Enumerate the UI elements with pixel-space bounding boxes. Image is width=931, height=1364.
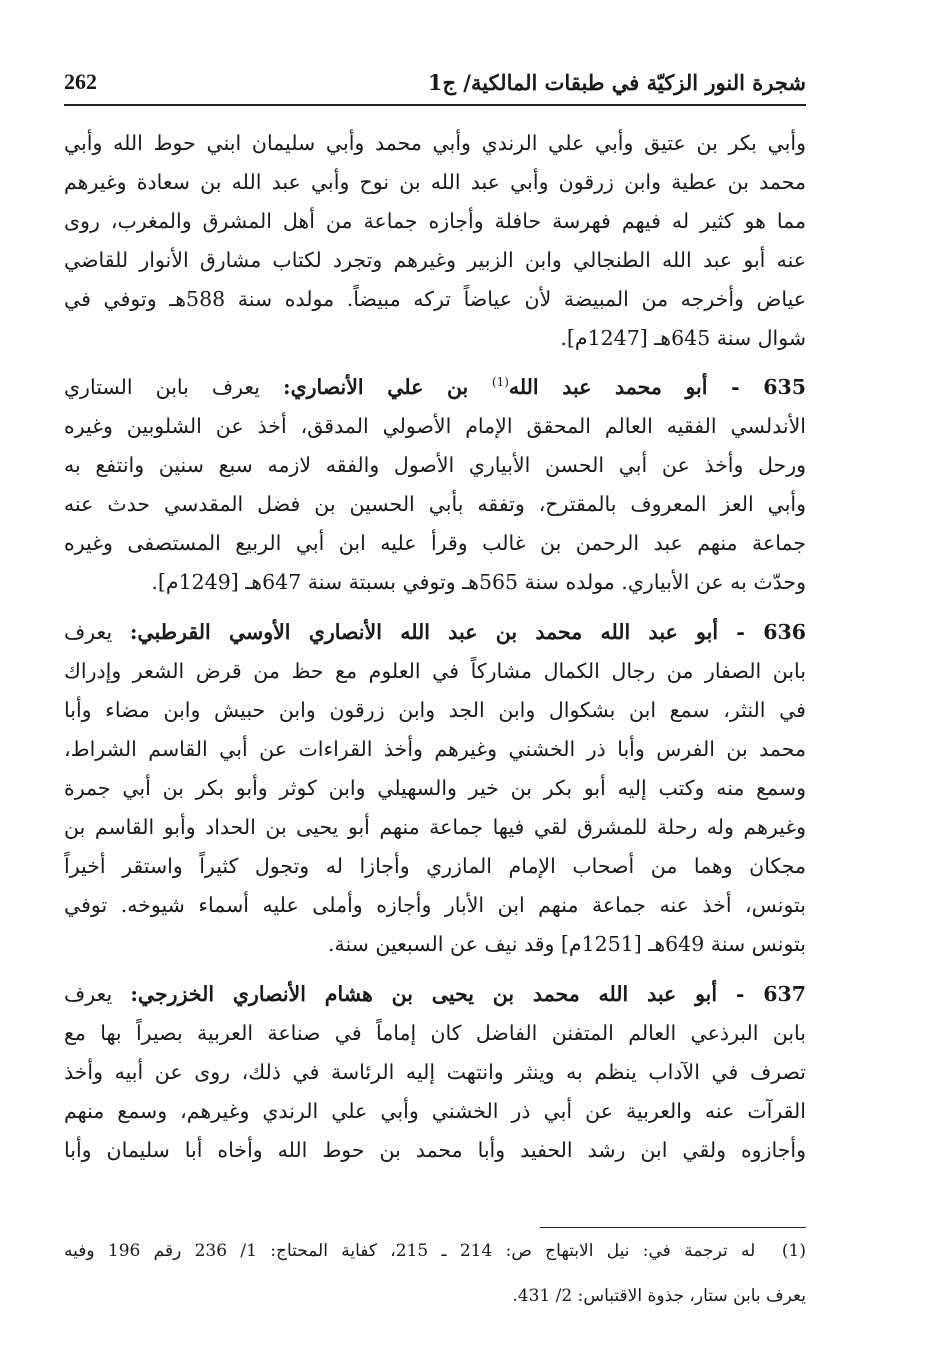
text-line: وأبي العز المعروف بالمقترح، وتفقه بأبي الحسين بن فضل المقدسي حدث عنه: [64, 492, 806, 516]
text-line: جماعة منهم عبد الرحمن بن غالب وقرأ عليه ابن أبي الربيع المستصفى وغيره: [64, 531, 806, 555]
entry-heading-tail: يعرف: [64, 982, 131, 1006]
text-line: وأبي بكر بن عتيق وأبي علي الرندي وأبي محمد وأبي سليمان ابني حوط الله وأبي: [64, 131, 806, 155]
entry-heading-tail: يعرف: [64, 620, 130, 644]
header-rule: [64, 104, 806, 106]
entry-heading-tail: يعرف بابن الستاري: [64, 375, 283, 399]
text-line: ورحل وأخذ عن أبي الحسن الأبياري الأصول والفقه لازمه سبع سنين وانتفع به: [64, 453, 806, 477]
text-line: محمد بن الفرس وأبا ذر الخشني وغيرهم وأخذ القراءات عن أبي القاسم الشراط،: [64, 737, 806, 761]
text-line: مما هو كثير له فيهم فهرسة حافلة وأجازه جماعة من أهل المشرق والمغرب، روى: [64, 209, 806, 233]
text-line: في النثر، سمع ابن بشكوال وابن الجد وابن زرقون وابن حبيش وابن مضاء وأبا: [64, 698, 806, 722]
text-line: بتونس، أخذ عنه جماعة منهم ابن الأبار وأجازه وأملى عليه أسماء شيوخه. توفي: [64, 893, 806, 917]
running-title: شجرة النور الزكيّة في طبقات المالكية/ ج1: [427, 69, 806, 95]
footnote-text: له ترجمة في: نيل الابتهاج ص: 214 ـ 215، كفاية المحتاج: 1/ 236 رقم 196 وفيه: [64, 1241, 756, 1261]
text-line: القرآت عنه والعربية عن أبي ذر الخشني وأبي علي الرندي وغيرهم، وسمع منهم: [64, 1099, 806, 1123]
text-line: عنه أبو عبد الله الطنجالي وابن الزبير وغيرهم وتجرد لكتاب مشارق الأنوار للقاضي: [64, 248, 806, 272]
entry-heading: 637 - أبو عبد الله محمد بن يحيى بن هشام الأنصاري الخزرجي:: [130, 982, 806, 1006]
footnote-marker: (1): [781, 1241, 806, 1261]
footnote-rule: [540, 1227, 806, 1228]
entry-heading-rest: بن علي الأنصاري:: [283, 375, 492, 399]
text-line: تصرف في الآداب ينظم به وينثر وانتهت إليه الرئاسة في ذلك، روى عن أبيه وأخذ: [64, 1060, 806, 1084]
footnote-ref: (1): [491, 375, 509, 390]
footnote-line: يعرف بابن ستار، جذوة الاقتباس: 2/ 431.: [512, 1286, 806, 1306]
entry-heading: 635 - أبو محمد عبد الله: [508, 375, 806, 399]
entry-heading-line: [64, 617, 806, 647]
page-header: [64, 66, 806, 98]
text-line: عياض وأخرجه من المبيضة لأن عياضاً تركه مبيضاً. مولده سنة 588هـ وتوفي في: [64, 287, 806, 311]
text-line: بتونس سنة 649هـ [1251م] وقد نيف عن السبعين سنة.: [327, 932, 806, 956]
text-line: وأجازوه ولقي ابن رشد الحفيد وأبا محمد بن حوط الله وأخاه أبا سليمان وأبا: [64, 1138, 806, 1162]
text-line: بابن البرذعي العالم المتفنن الفاضل كان إماماً في صناعة العربية بصيراً بها مع: [64, 1021, 806, 1045]
entry-heading-line: [64, 979, 806, 1009]
text-line: وسمع منه وكتب إليه أبو بكر بن خير والسهيلي وابن كوثر وأبو بكر بن أبي جمرة: [64, 776, 806, 800]
text-line: شوال سنة 645هـ [1247م].: [560, 326, 806, 350]
text-line: وحدّث به عن الأبياري. مولده سنة 565هـ وتوفي بسبتة سنة 647هـ [1249م].: [151, 570, 806, 594]
footnote-line: [64, 1236, 806, 1266]
text-line: محمد بن عطية وابن زرقون وأبي عبد الله بن نوح وأبي عبد الله بن سعادة وغيرهم: [64, 170, 806, 194]
text-line: مجكان وهما من أصحاب الإمام المازري وأجازا له وتجول كثيراً واستقر أخيراً: [64, 854, 806, 878]
entry-heading-line: [64, 372, 806, 402]
text-line: بابن الصفار من رجال الكمال مشاركاً في العلوم مع حظ من قرض الشعر وإدراك: [64, 659, 806, 683]
page-number: 262: [64, 69, 97, 94]
entry-heading: 636 - أبو عبد الله محمد بن عبد الله الأنصاري الأوسي القرطبي:: [129, 620, 806, 644]
text-line: الأندلسي الفقيه العالم المحقق الإمام الأصولي المدقق، أخذ عن الشلوبين وغيره: [64, 414, 806, 438]
text-line: وغيرهم وله رحلة للمشرق لقي فيها جماعة منهم أبو يحيى بن الحداد وأبو القاسم بن: [64, 815, 806, 839]
